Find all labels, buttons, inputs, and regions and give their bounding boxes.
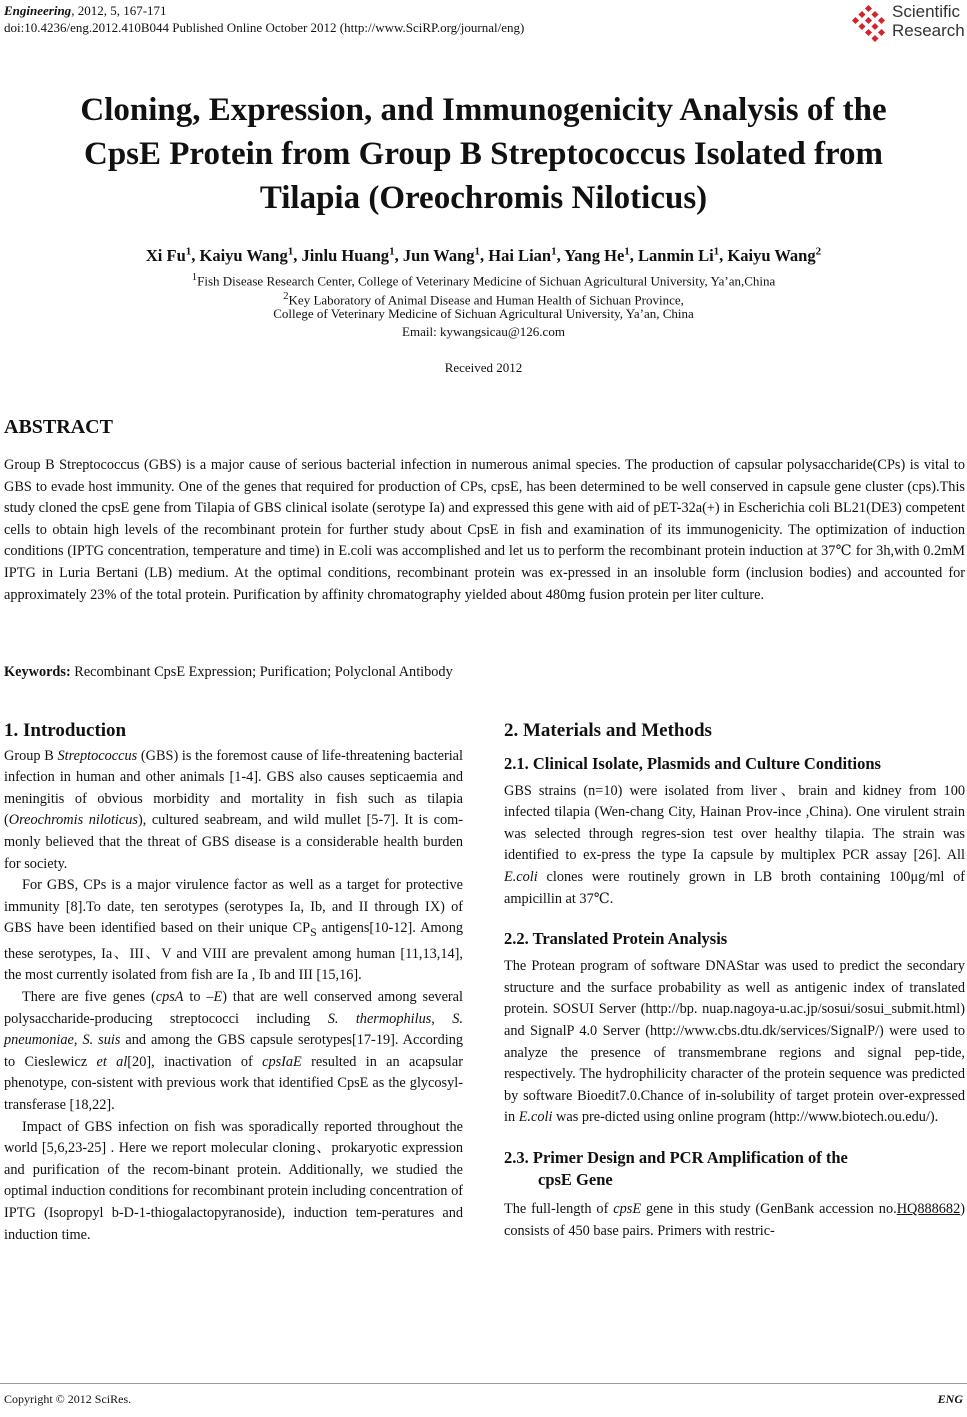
publisher-logo-text bbox=[892, 2, 965, 40]
logo-line-2: Research bbox=[892, 21, 965, 40]
journal-citation bbox=[4, 2, 167, 19]
publisher-logo-icon bbox=[850, 4, 888, 42]
footer-rule bbox=[0, 1383, 967, 1384]
affiliation-2-cont: College of Veterinary Medicine of Sichuan Agricultural University, Ya’an, China bbox=[273, 306, 694, 321]
abstract-heading: ABSTRACT bbox=[4, 416, 113, 438]
author-email: Email: kywangsicau@126.com bbox=[402, 324, 565, 339]
right-column bbox=[504, 720, 965, 1242]
footer-copyright: Copyright © 2012 SciRes. bbox=[4, 1392, 132, 1406]
subsection-heading-2-3 bbox=[504, 1147, 965, 1191]
intro-paragraph: Impact of GBS infection on fish was sporadically reported throughout the world [5,6,23-25] . Here we report molecular cloning、prokaryotic expression and purification of the recom-binant protein. Additionally, we studied the optimal induction conditions for recombinant protein including concentration of IPTG (Isopropyl b-D-1-thiogalactopyranoside), induction tem-peratures and induction time. bbox=[4, 1118, 463, 1243]
author: Kaiyu Wang$^2$ bbox=[727, 245, 822, 265]
methods-paragraph: GBS strains (n=10) were isolated from liver、brain and kidney from 100 infected tilapia (Wen-chang City, Hainan Prov-ince ,China). One virulent strain was selected through regres-sion test over healthy tilapia. The strain was identified to ex-press the type Ia capsule by multiplex PCR assay [26]. All E.coli clones were routinely grown in LB broth containing 100μg/ml of ampicillin at 37℃. bbox=[504, 782, 965, 907]
author: Jinlu Huang$^1$ bbox=[301, 245, 395, 265]
intro-paragraph: For GBS, CPs is a major virulence factor as well as a target for protective immunity [8].To date, ten serotypes (serotypes Ia, Ib, and II through IX) of GBS have been identified based on their unique $CP_S$ antigens[10-12]. Among these serotypes, Ia、III、V and VIII are prevalent among human [11,13,14], the most currently isolated from fish are Ia , Ib and III [15,16]. bbox=[4, 877, 463, 984]
publisher-logo bbox=[850, 2, 965, 42]
affiliation-marker: 1 bbox=[191, 271, 198, 283]
logo-line-1: Scientific bbox=[892, 2, 961, 21]
title-line: Tilapia (Oreochromis Niloticus) bbox=[259, 180, 708, 216]
methods-paragraph: The full-length of cpsE gene in this study (GenBank accession no.HQ888682) consists of 450 base pairs. Primers with restric- bbox=[504, 1200, 965, 1239]
journal-volume-pages: , 2012, 5, 167-171 bbox=[71, 3, 167, 18]
author: Lanmin Li$^1$ bbox=[638, 245, 720, 265]
subsection-heading-2-1: 2.1. Clinical Isolate, Plasmids and Culture Conditions bbox=[504, 753, 881, 773]
doi-line: doi:10.4236/eng.2012.410B044 Published Online October 2012 (http://www.SciRP.org/journal/eng) bbox=[4, 20, 525, 35]
author-list: Xi Fu$^1$, Kaiyu Wang$^1$, Jinlu Huang$^1$, Jun Wang$^1$, Hai Lian$^1$, Yang He$^1$, Lanmin Li$^1$, Kaiyu Wang$^2$ bbox=[145, 245, 822, 265]
keywords bbox=[4, 664, 453, 681]
left-column bbox=[4, 720, 463, 1246]
affiliation-marker: 2 bbox=[283, 290, 289, 302]
methods-paragraph: The Protean program of software DNAStar was used to predict the secondary structure and the surface probability as well as antigenic index of translated protein. SOSUI Server (http://bp. nuap.nagoya-u.ac.jp/sosui/sosui_submit.html) and SignalP 4.0 Server (http://www.cbs.dtu.dk/services/SignalP/) were used to analyze the presence of transmembrane regions and signal pep-tide, respectively. The hydrophilicity character of the protein sequence was predicted by software Bioedit7.0.Chance of in-solubility of target protein over-expressed in E.coli was pre-dicted using online program (http://www.biotech.ou.edu/). bbox=[504, 958, 965, 1126]
keywords-label: Keywords: bbox=[4, 664, 71, 680]
footer-journal-abbr: ENG bbox=[937, 1392, 963, 1406]
affiliation-text: Key Laboratory of Animal Disease and Human Health of Sichuan Province, bbox=[288, 292, 684, 308]
keywords-text: Recombinant CpsE Expression; Purification; Polyclonal Antibody bbox=[70, 664, 453, 680]
subsection-heading-line: 2.3. Primer Design and PCR Amplification of the bbox=[504, 1147, 848, 1167]
journal-name: Engineering bbox=[4, 3, 72, 18]
author: Xi Fu$^1$ bbox=[145, 245, 192, 265]
intro-paragraph: Group B Streptococcus (GBS) is the foremost cause of life-threatening bacterial infection in human and other animals [1-4]. GBS also causes septicaemia and meningitis of obvious morbidity and mortality in fish such as tilapia (Oreochromis niloticus), cultured seabream, and wild mullet [5-7]. It is com-monly believed that the threat of GBS disease is a considerable health burden for society. bbox=[4, 747, 463, 872]
methods-heading: 2. Materials and Methods bbox=[504, 720, 712, 741]
title-line: Cloning, Expression, and Immunogenicity Analysis of the bbox=[80, 92, 887, 128]
author: Yang He$^1$ bbox=[564, 245, 630, 265]
author: Hai Lian$^1$ bbox=[488, 245, 557, 265]
paper-title bbox=[20, 88, 947, 220]
subsection-heading-2-2: 2.2. Translated Protein Analysis bbox=[504, 929, 728, 949]
abstract-text: Group B Streptococcus (GBS) is a major cause of serious bacterial infection in numerous animal species. The production of capsular polysaccharide(CPs) is vital to GBS to evade host immunity. One of the genes that required for production of CPs, cpsE, has been determined to be well conserved in capsule gene cluster (cps).This study cloned the cpsE gene from Tilapia of GBS clinical isolate (serotype Ia) and expressed this gene with aid of pET-32a(+) in Escherichia coli BL21(DE3) competent cells to obtain high levels of the recombinant protein for further study about CpsE in fish and examination of its immunogenicity. The optimization of induction conditions (IPTG concentration, temperature and time) in E.coli was accomplished and let us to perform the recombinant protein induction at 37℃ for 3h,with 0.2mM IPTG in Luria Bertani (LB) medium. At the optimal conditions, recombinant protein was ex-pressed in an insoluble form (inclusion bodies) and accounted for approximately 23% of the total protein. Purification by affinity chromatography yielded about 480mg fusion protein per liter culture. bbox=[4, 457, 965, 603]
subsection-heading-line: cpsE Gene bbox=[538, 1169, 613, 1189]
received-date: Received 2012 bbox=[444, 360, 523, 375]
author: Kaiyu Wang$^1$ bbox=[199, 245, 294, 265]
affiliation-text: Fish Disease Research Center, College of Veterinary Medicine of Sichuan Agricultural University, Ya’an,China bbox=[197, 273, 776, 289]
author: Jun Wang$^1$ bbox=[402, 245, 481, 265]
intro-paragraph: There are five genes (cpsA to –E) that are well conserved among several polysaccharide-producing streptococci including S. thermophilus, S. pneumoniae, S. suis and among the GBS capsule serotypes[17-19]. According to Cieslewicz et al[20], inactivation of cpsIaE resulted in an acapsular phenotype, con-sistent with previous work that identified CpsE as the glycosyl-transferase [18,22]. bbox=[4, 988, 463, 1113]
intro-heading: 1. Introduction bbox=[4, 720, 127, 741]
title-line: CpsE Protein from Group B Streptococcus Isolated from bbox=[83, 136, 883, 172]
